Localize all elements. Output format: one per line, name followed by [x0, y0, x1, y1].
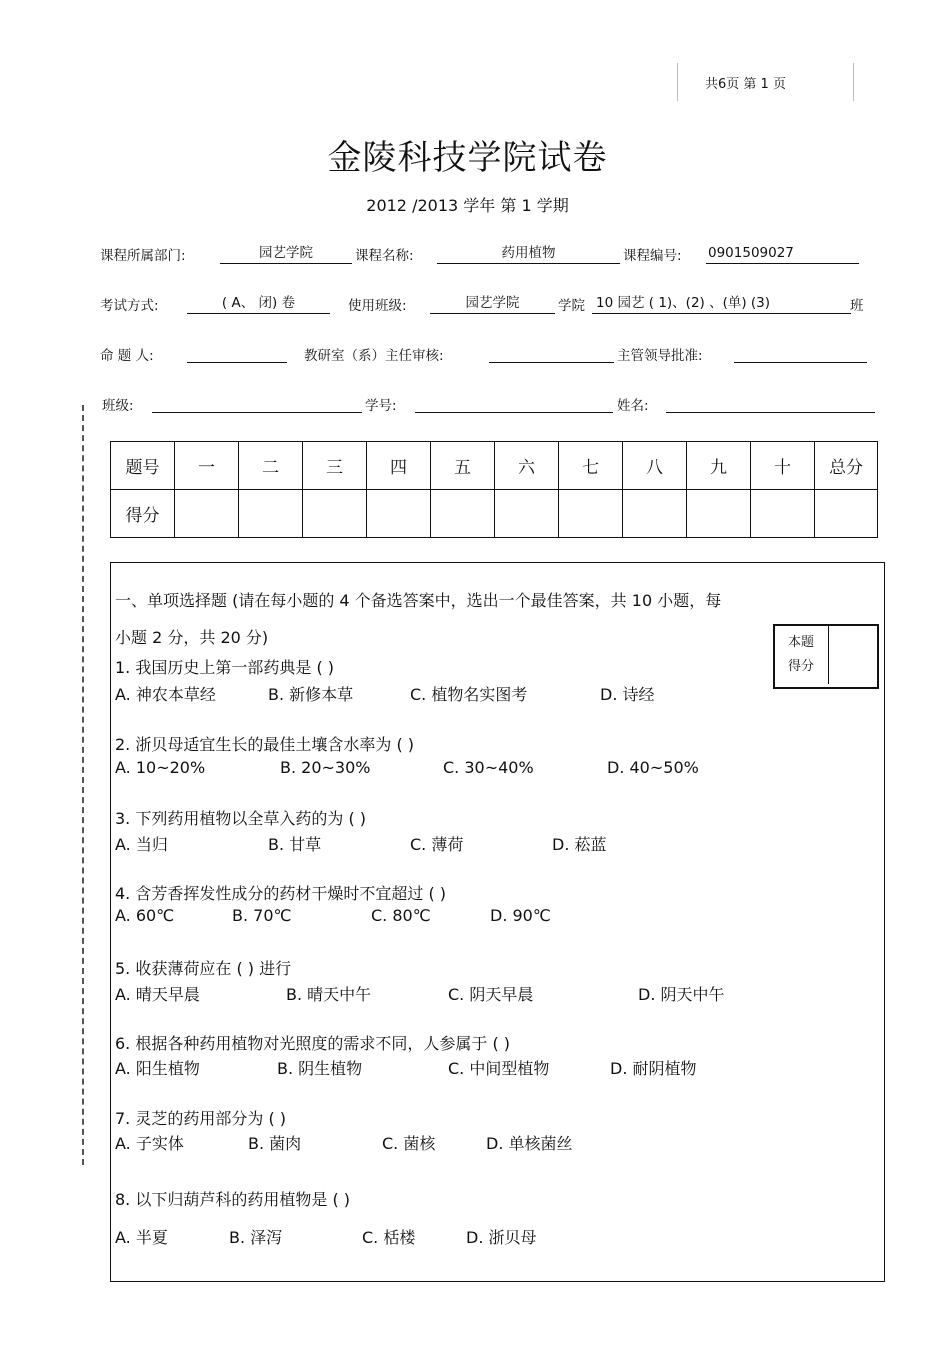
question-option[interactable]: A. 60℃: [115, 906, 175, 925]
score-table-score-row: [111, 490, 878, 538]
question-stem: 4. 含芳香挥发性成分的药材干燥时不宜超过 ( ): [115, 884, 447, 903]
score-col: 二: [239, 442, 303, 490]
question-option[interactable]: A. 阳生植物: [115, 1059, 200, 1078]
question-stem: 3. 下列药用植物以全草入药的为 ( ): [115, 809, 367, 828]
course-field[interactable]: 药用植物: [437, 243, 620, 264]
header-divider-right: [853, 63, 854, 101]
score-col: 八: [623, 442, 687, 490]
question-option[interactable]: B. 20~30%: [280, 758, 371, 777]
class-label: 使用班级:: [348, 298, 407, 314]
score-col: 六: [495, 442, 559, 490]
question-stem: 6. 根据各种药用植物对光照度的需求不同，人参属于 ( ): [115, 1034, 511, 1053]
score-table-header-row: [111, 442, 878, 490]
approve-field[interactable]: [734, 344, 867, 363]
student-class-field[interactable]: [152, 394, 362, 413]
class-field[interactable]: 园艺学院: [430, 293, 555, 314]
score-cell[interactable]: [367, 490, 431, 538]
score-cell[interactable]: [751, 490, 815, 538]
question-option[interactable]: C. 植物名实图考: [410, 685, 528, 704]
score-table: [110, 441, 878, 538]
question-option[interactable]: C. 阴天早晨: [448, 985, 534, 1004]
score-cell[interactable]: [303, 490, 367, 538]
setter-label: 命 题 人:: [100, 348, 154, 364]
question-option[interactable]: D. 单核菌丝: [486, 1134, 573, 1153]
question-option[interactable]: C. 栝楼: [362, 1228, 416, 1247]
class-detail-field[interactable]: 10 园艺 ( 1)、(2) 、(单) (3): [592, 293, 851, 314]
class-end: 班: [850, 298, 864, 314]
score-col: 七: [559, 442, 623, 490]
question-option[interactable]: D. 浙贝母: [466, 1228, 537, 1247]
question-option[interactable]: D. 90℃: [490, 906, 551, 925]
question-option[interactable]: A. 子实体: [115, 1134, 184, 1153]
student-name-label: 姓名:: [617, 398, 649, 414]
question-option[interactable]: B. 泽泻: [229, 1228, 283, 1247]
approve-label: 主管领导批准:: [617, 348, 703, 364]
score-cell[interactable]: [495, 490, 559, 538]
score-col: 四: [367, 442, 431, 490]
question-option[interactable]: A. 当归: [115, 835, 168, 854]
student-name-field[interactable]: [666, 394, 875, 413]
binding-line: [82, 405, 84, 1165]
question-option[interactable]: D. 阴天中午: [638, 985, 725, 1004]
page-title: 金陵科技学院试卷: [327, 138, 608, 178]
dept-field[interactable]: 园艺学院: [220, 243, 352, 264]
student-id-field[interactable]: [415, 394, 613, 413]
total-score-col: 总分: [815, 442, 878, 490]
question-option[interactable]: B. 新修本草: [268, 685, 354, 704]
question-stem: 1. 我国历史上第一部药典是 ( ): [115, 658, 335, 677]
term-line: 2012 /2013 学年 第 1 学期: [366, 196, 569, 215]
score-cell[interactable]: [239, 490, 303, 538]
question-option[interactable]: C. 中间型植物: [448, 1059, 550, 1078]
dept-label: 课程所属部门:: [100, 248, 186, 264]
question-stem: 2. 浙贝母适宜生长的最佳土壤含水率为 ( ): [115, 735, 415, 754]
question-option[interactable]: B. 晴天中午: [286, 985, 372, 1004]
question-option[interactable]: B. 菌肉: [248, 1134, 302, 1153]
section-intro: 一、单项选择题 (请在每小题的 4 个备选答案中，选出一个最佳答案，共 10 小题，每: [115, 591, 722, 610]
student-class-label: 班级:: [102, 398, 134, 414]
score-cell[interactable]: [559, 490, 623, 538]
question-option[interactable]: B. 70℃: [232, 906, 292, 925]
question-option[interactable]: D. 诗经: [600, 685, 655, 704]
score-col: 一: [175, 442, 239, 490]
question-stem: 7. 灵芝的药用部分为 ( ): [115, 1109, 287, 1128]
code-label: 课程编号:: [623, 248, 682, 264]
score-cell[interactable]: [623, 490, 687, 538]
question-stem: 8. 以下归葫芦科的药用植物是 ( ): [115, 1190, 351, 1209]
review-label: 教研室（系）主任审核:: [304, 348, 444, 364]
student-id-label: 学号:: [365, 398, 397, 414]
question-number-label: 题号: [111, 442, 175, 490]
question-option[interactable]: D. 菘蓝: [552, 835, 607, 854]
score-col: 十: [751, 442, 815, 490]
section-intro-cont: 小题 2 分，共 20 分): [115, 628, 269, 647]
section-score-label: [774, 625, 829, 684]
course-label: 课程名称:: [355, 248, 414, 264]
score-col: 九: [687, 442, 751, 490]
score-cell[interactable]: [687, 490, 751, 538]
score-col: 五: [431, 442, 495, 490]
code-field[interactable]: 0901509027: [706, 243, 859, 264]
question-option[interactable]: C. 30~40%: [443, 758, 534, 777]
score-label: 得分: [111, 490, 175, 538]
question-option[interactable]: A. 神农本草经: [115, 685, 216, 704]
section-score-table: [774, 625, 875, 684]
section-score-label-1: 本题: [787, 634, 814, 650]
question-option[interactable]: A. 晴天早晨: [115, 985, 200, 1004]
score-cell[interactable]: [175, 490, 239, 538]
question-option[interactable]: A. 半夏: [115, 1228, 168, 1247]
page-info: 共6页 第 1 页: [705, 77, 786, 92]
header-divider-left: [677, 63, 678, 101]
question-option[interactable]: D. 40~50%: [607, 758, 699, 777]
class-suffix: 学院: [558, 298, 585, 314]
review-field[interactable]: [489, 344, 614, 363]
total-score-cell[interactable]: [815, 490, 878, 538]
exam-label: 考试方式:: [100, 298, 159, 314]
score-col: 三: [303, 442, 367, 490]
score-cell[interactable]: [431, 490, 495, 538]
question-option[interactable]: C. 80℃: [371, 906, 431, 925]
section-score-cell[interactable]: [829, 625, 876, 684]
question-option[interactable]: C. 菌核: [382, 1134, 436, 1153]
question-option[interactable]: D. 耐阴植物: [610, 1059, 697, 1078]
question-option[interactable]: C. 薄荷: [410, 835, 464, 854]
setter-field[interactable]: [187, 344, 287, 363]
question-option[interactable]: A. 10~20%: [115, 758, 206, 777]
section-score-label-2: 得分: [787, 658, 814, 674]
question-option[interactable]: B. 甘草: [268, 835, 322, 854]
exam-field[interactable]: ( A、 闭) 卷: [187, 293, 330, 314]
question-stem: 5. 收获薄荷应在 ( ) 进行: [115, 959, 292, 978]
question-option[interactable]: B. 阴生植物: [277, 1059, 363, 1078]
